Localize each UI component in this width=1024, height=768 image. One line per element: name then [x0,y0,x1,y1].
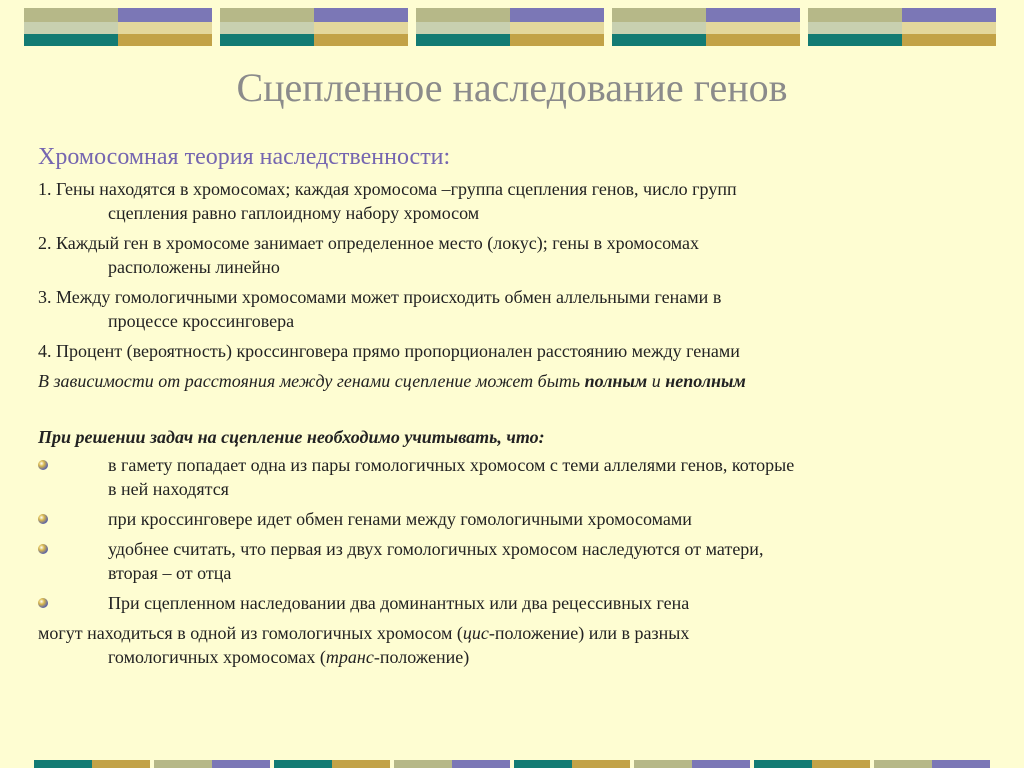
tail-text: могут находиться в одной из гомологичных хромосом ( [38,623,463,643]
bullet-text: При сцепленном наследовании два доминантных или два рецессивных гена [108,593,690,613]
theory-item-text: 3. Между гомологичными хромосомами может происходить обмен аллельными генами в [38,287,722,307]
theory-item-text: сцепления равно гаплоидному набору хромосом [108,203,480,223]
tail-line [38,621,998,645]
decor-stripe [154,760,212,768]
decor-stripe [92,760,150,768]
decor-stripe [274,760,332,768]
tail-text: -положение) [373,647,470,667]
bullet-text: удобнее считать, что первая из двух гомологичных хромосом наследуются от матери, [108,539,764,559]
theory-item-text: 4. Процент (вероятность) кроссинговера прямо пропорционален расстоянию между генами [38,341,740,361]
decor-stripe [634,760,692,768]
tail-text: -положение) или в разных [488,623,690,643]
decor-stripe [692,760,750,768]
decor-stripe [452,760,510,768]
tasks-heading: При решении задач на сцепление необходимо учитывать, что: [38,427,545,447]
bullet-icon [38,544,48,554]
bullet-icon [38,514,48,524]
theory-item-text: 2. Каждый ген в хромосоме занимает определенное место (локус); гены в хромосомах [38,233,699,253]
bullet-item [38,507,998,531]
bullet-icon [38,598,48,608]
theory-item-text: процессе кроссинговера [108,311,295,331]
bullet-item [38,537,998,585]
slide-content [38,144,998,669]
decor-stripe [572,760,630,768]
bullet-item [38,453,998,501]
linkage-dependency-note [38,369,998,393]
decor-stripe [212,760,270,768]
theory-item [38,177,998,225]
cis-term: цис [462,623,489,643]
theory-item [38,339,998,363]
bullet-text: в гамету попадает одна из пары гомологичных хромосом с теми аллелями генов, которые [108,455,795,475]
decor-tile [808,8,996,46]
theory-item-text: расположены линейно [108,257,280,277]
partial-linkage-term: неполным [665,371,746,391]
full-linkage-term: полным [584,371,648,391]
theory-item-text: 1. Гены находятся в хромосомах; каждая хромосома –группа сцепления генов, число групп [38,179,737,199]
decor-stripe [514,760,572,768]
decor-tile [612,8,800,46]
dependency-text: В зависимости от расстояния между генами сцепление может быть [38,371,585,391]
decor-tile [220,8,408,46]
slide-title: Сцепленное наследование генов [236,65,788,110]
tail-line [38,645,998,669]
theory-item [38,231,998,279]
decor-stripe [34,760,92,768]
bullet-item [38,591,998,615]
bullet-icon [38,460,48,470]
decor-stripe [754,760,812,768]
decor-stripe [332,760,390,768]
bullet-text: при кроссинговере идет обмен генами между гомологичными хромосомами [108,509,692,529]
bullet-text: в ней находятся [108,479,229,499]
bullet-text: вторая – от отца [108,563,232,583]
trans-term: транс [325,647,374,667]
dependency-conjunction: и [647,371,666,391]
decor-stripe [932,760,990,768]
tail-text: гомологичных хромосомах ( [108,647,326,667]
decor-tile [24,8,212,46]
decor-tile [416,8,604,46]
decor-stripe [812,760,870,768]
bottom-decoration [0,760,1024,768]
decor-stripe [394,760,452,768]
theory-heading: Хромосомная теория наследственности: [38,144,451,170]
theory-item [38,285,998,333]
top-decoration [0,0,1024,60]
decor-stripe [874,760,932,768]
